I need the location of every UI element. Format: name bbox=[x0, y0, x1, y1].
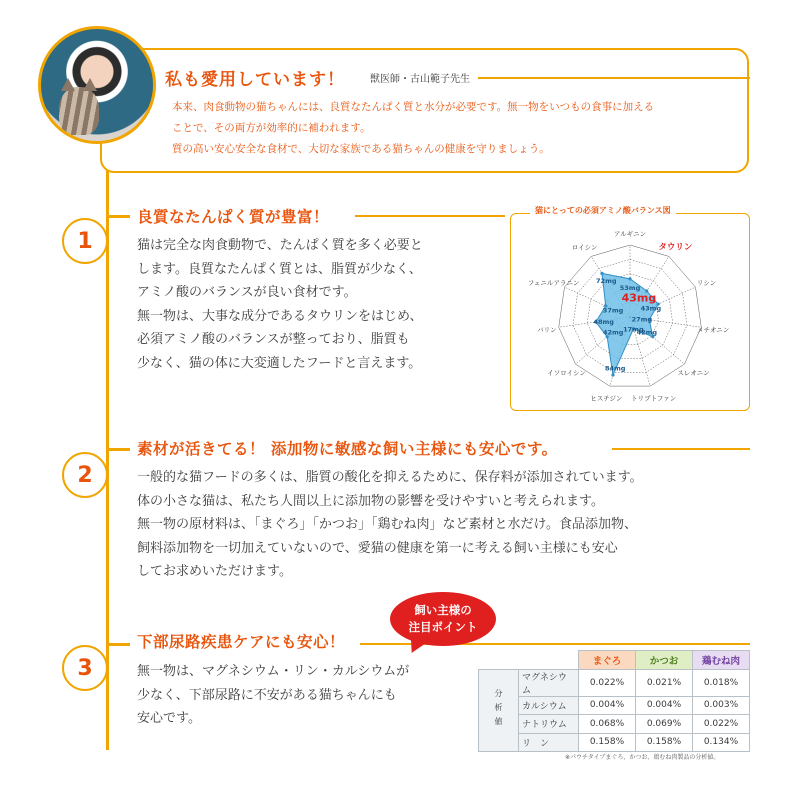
testimonial-author: 獣医師・古山範子先生 bbox=[370, 74, 470, 85]
radar-value-label: 43mg bbox=[621, 291, 657, 305]
body-line: 一般的な猫フードの多くは、脂質の酸化を抑えるために、保存料が添加されています。 bbox=[137, 470, 643, 485]
analysis-table bbox=[478, 650, 750, 752]
table-cell: 0.004% bbox=[579, 696, 636, 715]
badge-line: 飼い主様の bbox=[414, 603, 472, 617]
section-title-3: 下部尿路疾患ケアにも安心！ bbox=[137, 633, 346, 651]
row-label: カルシウム bbox=[519, 696, 579, 715]
section-body-3 bbox=[137, 660, 467, 731]
radar-value-label: 37mg bbox=[602, 306, 624, 315]
chart-title: 猫にとっての必須アミノ酸バランス図 bbox=[530, 205, 676, 216]
radar-data-point bbox=[600, 272, 603, 275]
body-line: 猫は完全な肉食動物で、たんぱく質を多く必要と bbox=[137, 238, 423, 253]
body-line: 少なく、下部尿路に不安がある猫ちゃんにも bbox=[137, 687, 397, 703]
section-number-3: 3 bbox=[62, 645, 108, 691]
radar-data-point bbox=[611, 373, 614, 376]
table-cell: 0.021% bbox=[636, 669, 693, 696]
table-side-label: 分析値 bbox=[479, 669, 519, 752]
radar-axis-label: イソロイシン bbox=[547, 369, 586, 378]
column-header-maguro: まぐろ bbox=[579, 651, 636, 670]
section-body-1 bbox=[137, 234, 507, 375]
branch-line-1 bbox=[108, 215, 130, 218]
row-label: リ ン bbox=[519, 733, 579, 752]
body-line: します。良質なたんぱく質とは、脂質が少なく、 bbox=[137, 261, 422, 277]
table-cell: 0.158% bbox=[579, 733, 636, 752]
table-cell: 0.022% bbox=[579, 669, 636, 696]
row-label: ナトリウム bbox=[519, 715, 579, 734]
radar-value-label: 42mg bbox=[636, 328, 658, 337]
body-line: 体の小さな猫は、私たち人間以上に添加物の影響を受けやすいと考えられます。 bbox=[137, 493, 604, 509]
table-row bbox=[479, 733, 750, 752]
radar-value-label: 48mg bbox=[593, 317, 614, 326]
radar-axis-label: バリン bbox=[537, 325, 557, 334]
radar-value-label: 53mg bbox=[619, 283, 641, 292]
table-cell: 0.134% bbox=[693, 733, 750, 752]
table-cell: 0.022% bbox=[693, 715, 750, 734]
testimonial-line: 本来、肉食動物の猫ちゃんには、良質なたんぱく質と水分が必要です。無一物をいつもの食事に加える bbox=[172, 101, 655, 113]
table-cell: 0.004% bbox=[636, 696, 693, 715]
table-row bbox=[479, 669, 750, 696]
body-line: アミノ酸のバランスが良い食材です。 bbox=[137, 285, 357, 300]
radar-axis-label: トリプトファン bbox=[631, 394, 677, 403]
testimonial-title: 私も愛用しています！ bbox=[165, 70, 345, 90]
badge-line: 注目ポイント bbox=[408, 620, 478, 634]
body-line: 少なく、猫の体に大変適したフードと言えます。 bbox=[137, 355, 422, 371]
amino-radar-chart bbox=[510, 213, 750, 411]
radar-data-point bbox=[628, 277, 631, 280]
section-title-2: 素材が活きてる！ 添加物に敏感な飼い主様にも安心です。 bbox=[137, 440, 558, 458]
body-line: 必須アミノ酸のバランスが整っており、脂質も bbox=[137, 332, 410, 347]
branch-line-3 bbox=[108, 643, 130, 646]
radar-axis-label: リシン bbox=[696, 279, 717, 288]
branch-line-2 bbox=[108, 448, 130, 451]
radar-axis-label: スレオニン bbox=[677, 369, 710, 378]
column-header-katsuo: かつお bbox=[636, 651, 693, 670]
body-line: 無一物は、マグネシウム・リン・カルシウムが bbox=[137, 664, 410, 679]
vet-avatar bbox=[38, 26, 156, 144]
cat-photo bbox=[59, 87, 99, 135]
testimonial-text bbox=[172, 97, 742, 160]
table-cell: 0.003% bbox=[693, 696, 750, 715]
radar-axis-label: ロイシン bbox=[571, 243, 598, 252]
table-cell: 0.068% bbox=[579, 715, 636, 734]
radar-value-label: 84mg bbox=[604, 364, 626, 373]
radar-value-label: 42mg bbox=[602, 328, 624, 337]
column-header-chicken: 鶏むね肉 bbox=[693, 651, 750, 670]
body-line: 飼料添加物を一切加えていないので、愛猫の健康を第一に考える飼い主様にも安心 bbox=[137, 540, 618, 556]
header-rule bbox=[478, 77, 750, 79]
section-title-1: 良質なたんぱく質が豊富！ bbox=[137, 208, 330, 226]
radar-value-label: 17mg bbox=[623, 325, 644, 334]
section-body-2 bbox=[137, 466, 757, 584]
body-line: してお求めいただけます。 bbox=[137, 564, 292, 579]
radar-axis-label: メチオニン bbox=[697, 325, 730, 334]
table-cell: 0.069% bbox=[636, 715, 693, 734]
table-row bbox=[479, 696, 750, 715]
row-label: マグネシウム bbox=[519, 669, 579, 696]
section-rule-2 bbox=[612, 448, 750, 450]
table-cell: 0.018% bbox=[693, 669, 750, 696]
radar-axis-label: アルギニン bbox=[613, 230, 647, 238]
section-number-1: 1 bbox=[62, 218, 108, 264]
table-row bbox=[479, 715, 750, 734]
body-line: 無一物は、大事な成分であるタウリンをはじめ、 bbox=[137, 308, 423, 324]
radar-value-label: 72mg bbox=[596, 277, 617, 286]
radar-value-label: 27mg bbox=[631, 315, 653, 324]
radar-axis-label: ヒスチジン bbox=[590, 394, 623, 403]
table-header-row bbox=[479, 651, 750, 670]
attention-point-badge bbox=[390, 592, 496, 646]
section-rule-1 bbox=[355, 215, 505, 217]
table-footnote: ※パウチタイプまぐろ、かつお、鶏むね肉製品の分析値。 bbox=[565, 754, 720, 761]
radar-axis-label: タウリン bbox=[658, 242, 693, 253]
body-line: 無一物の原材料は、「まぐろ」「かつお」「鶏むね肉」など素材と水だけ。食品添加物、 bbox=[137, 517, 637, 532]
body-line: 安心です。 bbox=[137, 711, 201, 726]
testimonial-line: 質の高い安心安全な食材で、大切な家族である猫ちゃんの健康を守りましょう。 bbox=[172, 143, 550, 155]
testimonial-line: ことで、その両方が効率的に補われます。 bbox=[172, 122, 371, 134]
radar-value-label: 43mg bbox=[640, 304, 662, 313]
radar-axis-label: フェニルアラニン bbox=[527, 279, 580, 288]
section-number-2: 2 bbox=[62, 452, 108, 498]
table-cell: 0.158% bbox=[636, 733, 693, 752]
